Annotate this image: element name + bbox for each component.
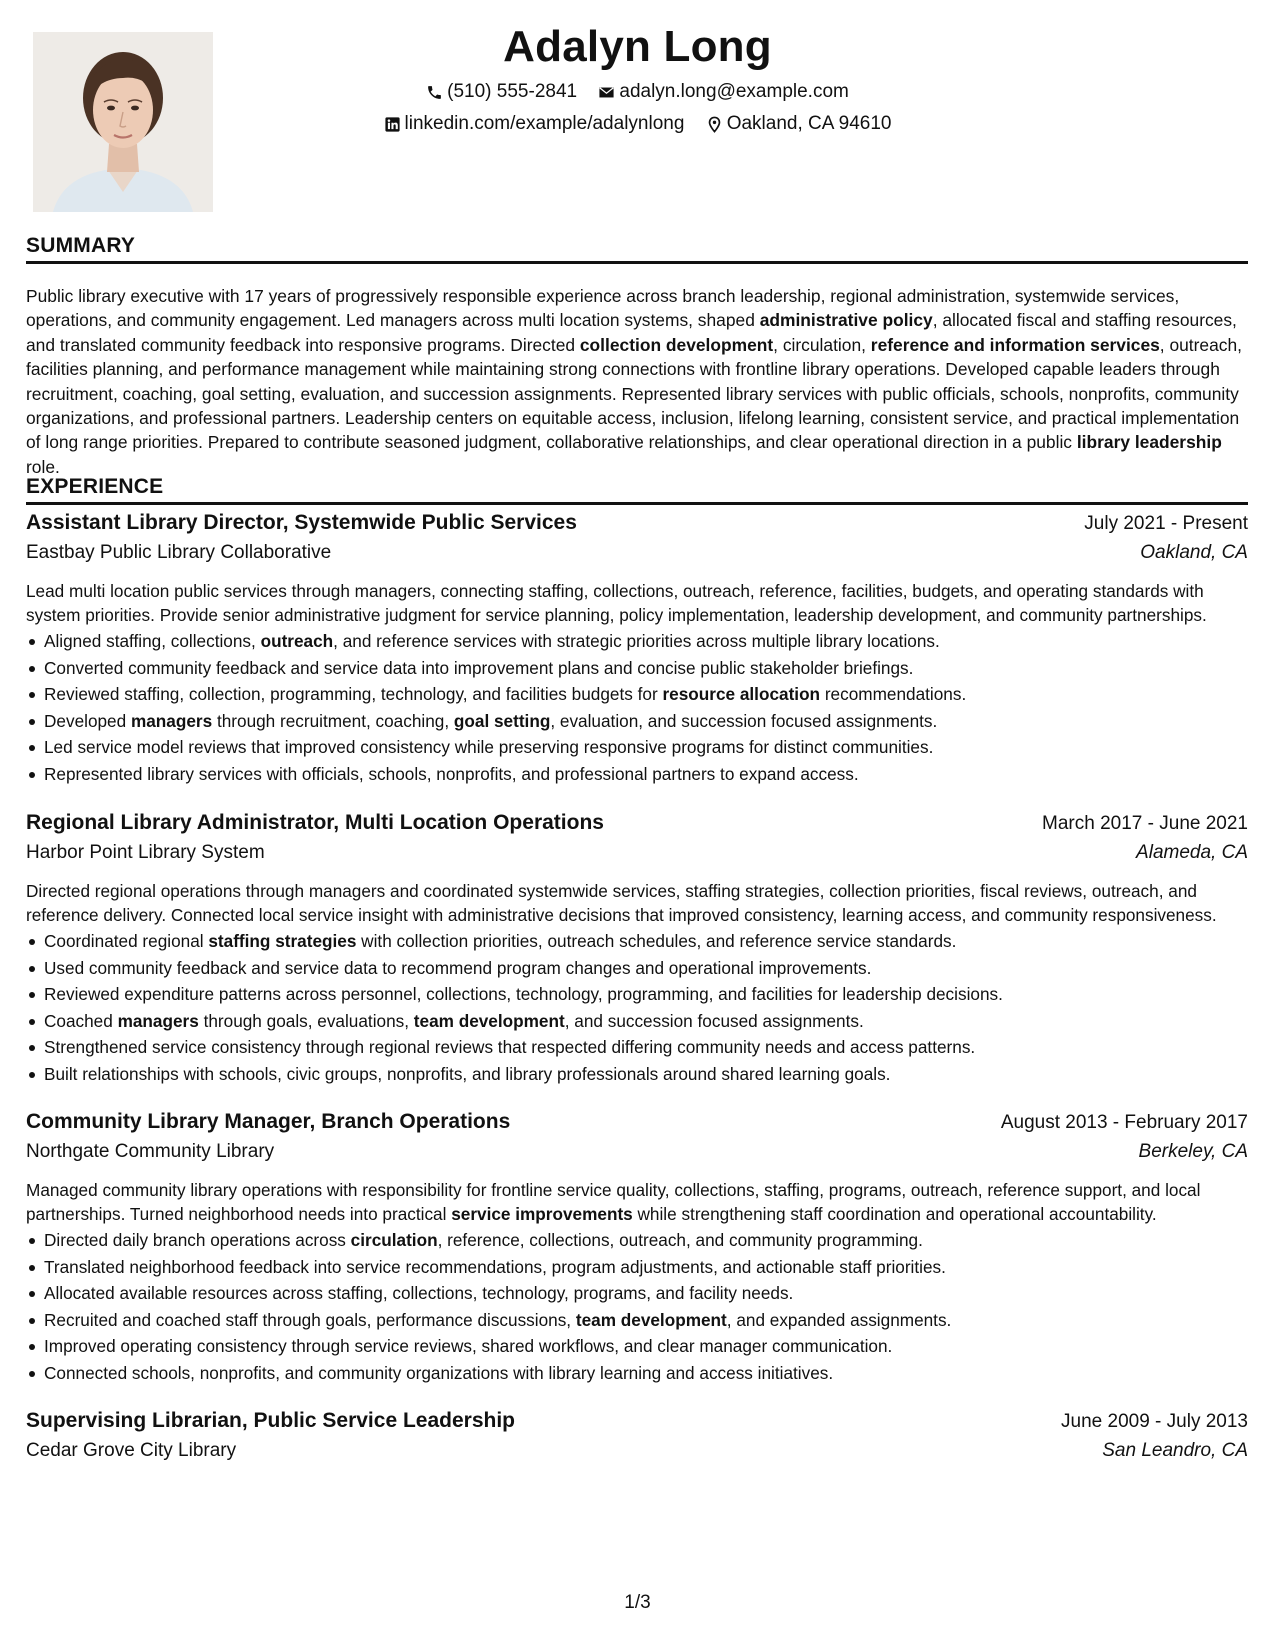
job-bullet bbox=[44, 655, 1248, 682]
job-title: Assistant Library Director, Systemwide Public Services bbox=[26, 511, 577, 534]
text-run: recommendations. bbox=[820, 684, 967, 705]
candidate-name: Adalyn Long bbox=[503, 22, 772, 71]
linkedin-icon bbox=[384, 116, 401, 133]
bold-keyword: goal setting bbox=[453, 710, 551, 731]
job-location: Oakland, CA bbox=[1140, 542, 1248, 563]
job-header bbox=[26, 811, 1248, 842]
job-subheader bbox=[26, 1440, 1248, 1471]
phone-icon bbox=[426, 84, 443, 101]
bold-keyword: library leadership bbox=[1076, 432, 1222, 453]
job-bullet bbox=[44, 761, 1248, 788]
text-run: Public library executive with 17 years of progressively responsible experience across branch leadership, regional administration, systemwide services, operations, and community engagement. Led managers across multi location systems, shaped bbox=[26, 286, 1180, 331]
job-header bbox=[26, 1409, 1248, 1440]
job-bullet bbox=[44, 1008, 1248, 1035]
job-header bbox=[26, 511, 1248, 542]
contact-linkedin[interactable] bbox=[384, 113, 685, 135]
job-bullet bbox=[44, 1227, 1248, 1254]
linkedin-text: linkedin.com/example/adalynlong bbox=[404, 113, 685, 134]
job-bullet-list bbox=[26, 1227, 1248, 1387]
text-run: Coached bbox=[44, 1010, 118, 1031]
job-subheader bbox=[26, 842, 1248, 873]
job-subheader bbox=[26, 1141, 1248, 1172]
job-header bbox=[26, 1110, 1248, 1141]
job-description bbox=[26, 1178, 1248, 1226]
location-text: Oakland, CA 94610 bbox=[726, 113, 892, 134]
job-subheader bbox=[26, 542, 1248, 573]
text-run: Recruited and coached staff through goals, performance discussions, bbox=[44, 1309, 576, 1330]
text-run: Strengthened service consistency through regional reviews that respected differing community needs and access patterns. bbox=[44, 1037, 976, 1058]
job-bullet bbox=[44, 1254, 1248, 1281]
text-run: Connected schools, nonprofits, and community organizations with library learning and access initiatives. bbox=[44, 1362, 834, 1383]
job-location: Berkeley, CA bbox=[1138, 1141, 1248, 1162]
job-bullet bbox=[44, 628, 1248, 655]
text-run: Represented library services with officials, schools, nonprofits, and professional partners to expand access. bbox=[44, 763, 859, 784]
text-run: Improved operating consistency through service reviews, shared workflows, and clear manager communication. bbox=[44, 1336, 893, 1357]
text-run: , and expanded assignments. bbox=[726, 1309, 952, 1330]
bold-keyword: team development bbox=[413, 1010, 565, 1031]
text-run: , circulation, bbox=[773, 334, 871, 355]
summary-text bbox=[26, 284, 1248, 479]
job-bullet bbox=[44, 955, 1248, 982]
bold-keyword: managers bbox=[117, 1010, 199, 1031]
bold-keyword: managers bbox=[130, 710, 213, 731]
page-number: 1/3 bbox=[624, 1592, 651, 1613]
job-bullet bbox=[44, 1061, 1248, 1088]
bold-keyword: collection development bbox=[579, 334, 774, 355]
job-bullet-list bbox=[26, 628, 1248, 788]
job-title: Community Library Manager, Branch Operations bbox=[26, 1110, 511, 1133]
job-bullet bbox=[44, 1280, 1248, 1307]
text-run: , evaluation, and succession focused assignments. bbox=[550, 710, 938, 731]
bold-keyword: team development bbox=[575, 1309, 727, 1330]
text-run: Built relationships with schools, civic groups, nonprofits, and library professionals around shared learning goals. bbox=[44, 1063, 891, 1084]
email-text: adalyn.long@example.com bbox=[619, 81, 849, 102]
text-run: , allocated fiscal and staffing resources, and translated community feedback into responsive programs. Directed bbox=[26, 310, 1237, 355]
job-bullet bbox=[44, 1307, 1248, 1334]
envelope-icon bbox=[598, 84, 615, 101]
job-bullet bbox=[44, 708, 1248, 735]
job-entry bbox=[26, 1110, 1248, 1387]
phone-text: (510) 555-2841 bbox=[447, 81, 578, 102]
bold-keyword: outreach bbox=[260, 631, 334, 651]
job-bullet bbox=[44, 981, 1248, 1008]
text-run: , reference, collections, outreach, and community programming. bbox=[437, 1230, 923, 1250]
text-run: Reviewed staffing, collection, programming, technology, and facilities budgets for bbox=[44, 684, 663, 705]
text-run: , and succession focused assignments. bbox=[564, 1010, 864, 1031]
text-run: Coordinated regional bbox=[44, 931, 209, 951]
job-dates: June 2009 - July 2013 bbox=[1061, 1411, 1248, 1432]
job-description bbox=[26, 579, 1248, 627]
job-organization: Northgate Community Library bbox=[26, 1141, 275, 1162]
contact-row-secondary bbox=[0, 113, 1275, 139]
contact-phone[interactable] bbox=[426, 81, 577, 103]
job-bullet bbox=[44, 928, 1248, 955]
text-run: Used community feedback and service data to recommend program changes and operational improvements. bbox=[44, 957, 872, 978]
bold-keyword: administrative policy bbox=[759, 310, 933, 331]
job-organization: Harbor Point Library System bbox=[26, 842, 265, 863]
contact-row-primary bbox=[0, 81, 1275, 107]
job-title: Regional Library Administrator, Multi Location Operations bbox=[26, 811, 604, 834]
bold-keyword: service improvements bbox=[451, 1204, 633, 1224]
text-run: Reviewed expenditure patterns across personnel, collections, technology, programming, and facilities for leadership decisions. bbox=[44, 984, 1003, 1005]
text-run: with collection priorities, outreach schedules, and reference service standards. bbox=[356, 931, 957, 951]
bold-keyword: circulation bbox=[350, 1230, 438, 1250]
contact-location bbox=[706, 113, 892, 135]
job-entry bbox=[26, 811, 1248, 1088]
job-dates: March 2017 - June 2021 bbox=[1042, 813, 1248, 834]
contact-email[interactable] bbox=[598, 81, 848, 103]
job-bullet bbox=[44, 681, 1248, 708]
job-organization: Cedar Grove City Library bbox=[26, 1440, 237, 1461]
job-location: San Leandro, CA bbox=[1102, 1440, 1248, 1461]
text-run: while strengthening staff coordination and operational accountability. bbox=[632, 1204, 1157, 1224]
text-run: Aligned staffing, collections, bbox=[44, 631, 261, 651]
bold-keyword: reference and information services bbox=[870, 334, 1160, 355]
job-entry bbox=[26, 1409, 1248, 1471]
job-location: Alameda, CA bbox=[1136, 842, 1248, 863]
text-run: Converted community feedback and service data into improvement plans and concise public stakeholder briefings. bbox=[44, 657, 914, 678]
text-run: Led service model reviews that improved consistency while preserving responsive programs for distinct communities. bbox=[44, 737, 934, 758]
job-dates: July 2021 - Present bbox=[1084, 513, 1248, 534]
text-run: Translated neighborhood feedback into service recommendations, program adjustments, and actionable staff priorities. bbox=[44, 1256, 946, 1277]
job-bullet-list bbox=[26, 928, 1248, 1088]
summary-heading: SUMMARY bbox=[26, 234, 1248, 264]
text-run: role. bbox=[26, 456, 60, 477]
job-entry bbox=[26, 511, 1248, 788]
text-run: Lead multi location public services through managers, connecting staffing, collections, outreach, reference, facilities, budgets, and operating standards with system priorities. Provide senior administrative judgment for service planning, policy implementation, leadership development, and community partnerships. bbox=[26, 581, 1207, 625]
job-bullet bbox=[44, 1034, 1248, 1061]
text-run: Allocated available resources across staffing, collections, technology, programs, and facility needs. bbox=[44, 1283, 794, 1304]
text-run: , outreach, facilities planning, and performance management while maintaining strong connections with frontline library operations. Developed capable leaders through recruitment, coaching, goal setting, evaluation, and succession assignments. Represented library services with public officials, schools, nonprofits, community organizations, and professional partners. Leadership centers on equitable access, inclusion, lifelong learning, consistent service, and practical implementation of long range priorities. Prepared to contribute seasoned judgment, collaborative relationships, and clear operational direction in a public bbox=[26, 334, 1242, 453]
job-organization: Eastbay Public Library Collaborative bbox=[26, 542, 332, 563]
bold-keyword: staffing strategies bbox=[208, 931, 357, 951]
text-run: Developed bbox=[44, 710, 131, 731]
bold-keyword: resource allocation bbox=[662, 684, 821, 705]
job-bullet bbox=[44, 1360, 1248, 1387]
text-run: through goals, evaluations, bbox=[198, 1010, 414, 1031]
job-title: Supervising Librarian, Public Service Leadership bbox=[26, 1409, 515, 1432]
map-pin-icon bbox=[706, 116, 723, 133]
text-run: through recruitment, coaching, bbox=[212, 710, 454, 731]
job-dates: August 2013 - February 2017 bbox=[1000, 1112, 1248, 1133]
job-description bbox=[26, 879, 1248, 927]
text-run: Managed community library operations with responsibility for frontline service quality, collections, staffing, programs, outreach, reference support, and local partnerships. Turned neighborhood needs into practical bbox=[26, 1180, 1201, 1224]
job-bullet bbox=[44, 1333, 1248, 1360]
text-run: , and reference services with strategic priorities across multiple library locations. bbox=[333, 631, 940, 651]
text-run: Directed regional operations through managers and coordinated systemwide services, staffing strategies, collection priorities, fiscal reviews, outreach, and reference delivery. Connected local service insight with administrative decisions that improved consistency, learning access, and community responsiveness. bbox=[26, 881, 1217, 925]
experience-heading: EXPERIENCE bbox=[26, 475, 1248, 505]
text-run: Directed daily branch operations across bbox=[44, 1230, 351, 1250]
job-bullet bbox=[44, 734, 1248, 761]
